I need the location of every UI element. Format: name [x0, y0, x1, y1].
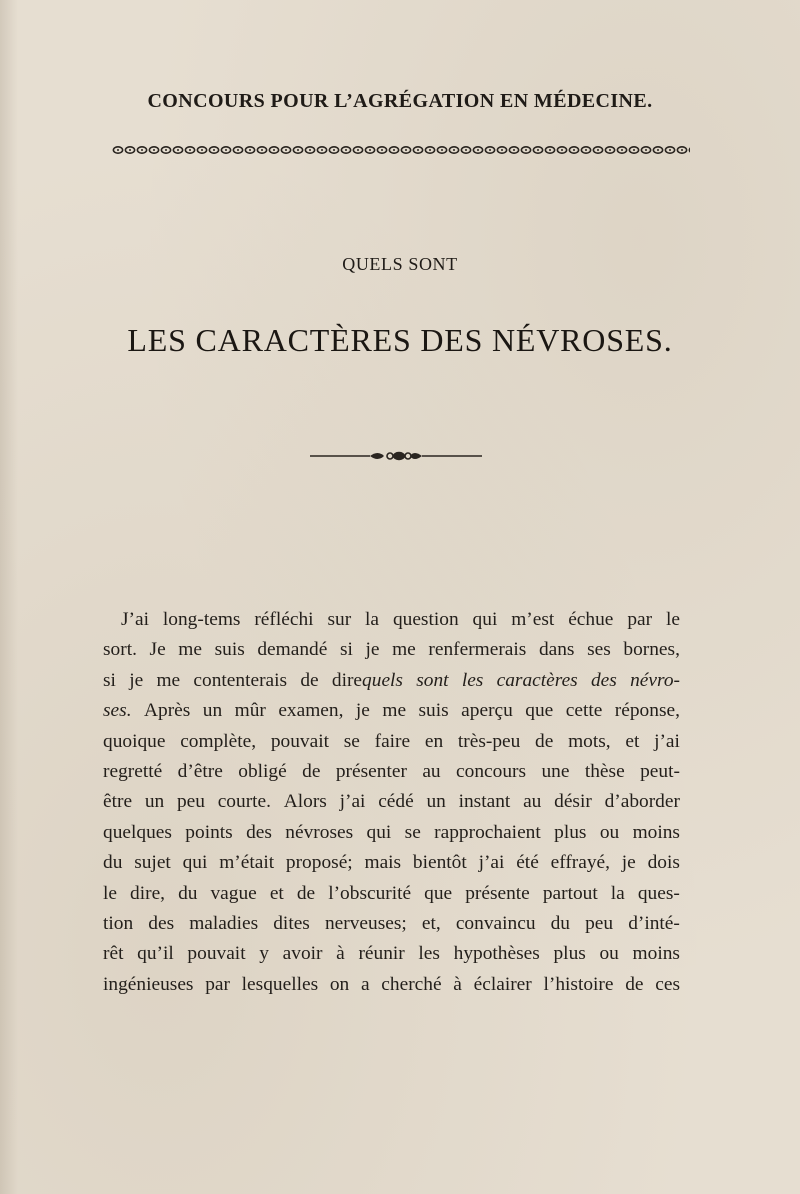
text-line [103, 757, 680, 787]
word: le [103, 882, 117, 904]
word: proposé; [285, 852, 353, 874]
word: convaincu [455, 912, 536, 934]
word: qui [182, 852, 208, 874]
word: tion [103, 912, 134, 934]
word: et, [421, 912, 441, 934]
word: si [339, 639, 353, 661]
word: les [418, 943, 440, 965]
word: névroses [285, 821, 354, 843]
word: réunir [358, 943, 405, 965]
word: points [185, 821, 233, 843]
word: mais [364, 852, 402, 874]
word: j’ai [339, 791, 366, 813]
word: que [525, 700, 554, 722]
word: des [148, 912, 175, 934]
word: cette [565, 700, 603, 722]
word: de [296, 882, 316, 904]
running-head: CONCOURS POUR L’AGRÉGATION EN MÉDECINE. [147, 90, 653, 112]
word: de [535, 730, 554, 752]
word: d’aborder [604, 791, 680, 813]
word: ingénieuses [103, 973, 194, 995]
word: en [424, 730, 444, 752]
word: me [392, 639, 416, 661]
word: regretté [103, 760, 163, 782]
text-line [103, 970, 680, 1000]
word: partout [542, 882, 598, 904]
word: maladies [189, 912, 259, 934]
word: ces [655, 973, 680, 995]
word: Après [144, 700, 191, 722]
word: complète, [180, 730, 257, 752]
ornamental-rule-icon [112, 142, 690, 158]
word: mots, [568, 730, 611, 752]
word: direquels [331, 669, 403, 691]
word: des [246, 821, 272, 843]
word: renfermerais [428, 639, 527, 661]
word: et [625, 730, 640, 752]
word: dois [647, 852, 680, 874]
word: m’est [511, 609, 555, 630]
word: vague [210, 882, 257, 904]
word: la [610, 882, 625, 904]
word: la [365, 609, 380, 630]
word: être [103, 791, 133, 813]
word: que [424, 882, 453, 904]
word: suis [214, 639, 245, 661]
word: sujet [134, 852, 171, 874]
word: d’inté- [628, 912, 680, 934]
text-line [103, 696, 680, 726]
word: long-tems [162, 609, 241, 630]
word: d’être [177, 760, 223, 782]
pre-title: QUELS SONT [342, 254, 458, 274]
word: plus [553, 943, 586, 965]
text-line [103, 818, 680, 848]
word: je [129, 669, 144, 691]
word: réponse, [614, 700, 680, 722]
word: si [103, 669, 116, 691]
word: me [178, 639, 202, 661]
word: aperçu [461, 700, 513, 722]
word: été [516, 852, 539, 874]
word: j’ai [478, 852, 505, 874]
word: sort. [103, 639, 137, 661]
word: pouvait [187, 943, 246, 965]
word: J’ai [121, 609, 149, 630]
word: ou [599, 943, 619, 965]
word: courte. [217, 791, 271, 813]
text-line [103, 605, 680, 635]
word: un [426, 791, 446, 813]
word: de [625, 973, 644, 995]
word: du [550, 912, 570, 934]
body-paragraph [103, 605, 680, 1000]
word: rêt [103, 943, 124, 965]
word: de [302, 760, 321, 782]
word: avoir [282, 943, 323, 965]
word: j’ai [654, 730, 680, 752]
text-line [103, 635, 680, 665]
word: ses [587, 639, 611, 661]
word: ques- [637, 882, 680, 904]
word: bientôt [412, 852, 467, 874]
word: demandé [257, 639, 328, 661]
word: m’était [219, 852, 275, 874]
word: me [382, 700, 407, 722]
word: du [103, 852, 123, 874]
word: très-peu [457, 730, 521, 752]
word: dites [273, 912, 310, 934]
word: rapprochaient [434, 821, 541, 843]
word: contenterais [193, 669, 288, 691]
text-line [103, 879, 680, 909]
word: désir [554, 791, 592, 813]
word: réfléchi [254, 609, 314, 630]
word: qui [366, 821, 392, 843]
word: thèse [584, 760, 625, 782]
main-title: LES CARACTÈRES DES NÉVROSES. [127, 322, 673, 358]
word: et [269, 882, 284, 904]
word: à [453, 973, 462, 995]
word: nerveuses; [324, 912, 407, 934]
word: l’obscurité [328, 882, 412, 904]
word: instant [458, 791, 511, 813]
word: présente [465, 882, 530, 904]
word: me [156, 669, 181, 691]
word: l’histoire [543, 973, 614, 995]
word: dire, [130, 882, 166, 904]
word: présenter [335, 760, 407, 782]
word: à [336, 943, 345, 965]
word: a [360, 973, 370, 995]
word: quelques [103, 821, 172, 843]
word: du [178, 882, 198, 904]
word: au [422, 760, 441, 782]
word: Je [149, 639, 166, 661]
word: par [205, 973, 230, 995]
word: une [541, 760, 570, 782]
word: névro- [630, 669, 680, 691]
text-line [103, 727, 680, 757]
word: cédé [378, 791, 414, 813]
word: le [665, 609, 680, 630]
word: échue [568, 609, 614, 630]
word: se [404, 821, 421, 843]
word: Alors [283, 791, 327, 813]
word: ses. [103, 700, 132, 722]
word: y [259, 943, 269, 965]
word: caractères [496, 669, 578, 691]
word: dans [538, 639, 575, 661]
word: peut- [640, 760, 680, 782]
word: pouvait [270, 730, 330, 752]
word: éclairer [473, 973, 532, 995]
text-line [103, 909, 680, 939]
word: cherché [381, 973, 442, 995]
word: on [329, 973, 350, 995]
word: peu [176, 791, 205, 813]
word: moins [632, 943, 680, 965]
word: obligé [238, 760, 287, 782]
word: examen, [278, 700, 344, 722]
word: mûr [234, 700, 266, 722]
word: quoique [103, 730, 166, 752]
word: se [343, 730, 360, 752]
word: effrayé, [550, 852, 610, 874]
word: un [202, 700, 223, 722]
word: au [523, 791, 542, 813]
word: de [300, 669, 319, 691]
word: hypothèses [453, 943, 540, 965]
word: par [627, 609, 653, 630]
word: je [365, 639, 380, 661]
word: faire [374, 730, 411, 752]
word: qui [472, 609, 498, 630]
word: qu’il [137, 943, 174, 965]
word: question [392, 609, 459, 630]
word: un [144, 791, 165, 813]
word: je [355, 700, 370, 722]
word: bornes, [623, 639, 680, 661]
text-line [103, 939, 680, 969]
word: ou [599, 821, 620, 843]
text-line [103, 848, 680, 878]
text-line [103, 787, 680, 817]
word: concours [456, 760, 527, 782]
word: sur [327, 609, 352, 630]
word: lesquelles [241, 973, 319, 995]
word: je [621, 852, 636, 874]
text-line [103, 666, 680, 696]
word: plus [554, 821, 587, 843]
word: peu [585, 912, 614, 934]
word: moins [632, 821, 680, 843]
word: des [590, 669, 617, 691]
fleuron-ornament-icon [310, 448, 482, 464]
word: sont [416, 669, 449, 691]
word: les [461, 669, 484, 691]
word: suis [418, 700, 449, 722]
